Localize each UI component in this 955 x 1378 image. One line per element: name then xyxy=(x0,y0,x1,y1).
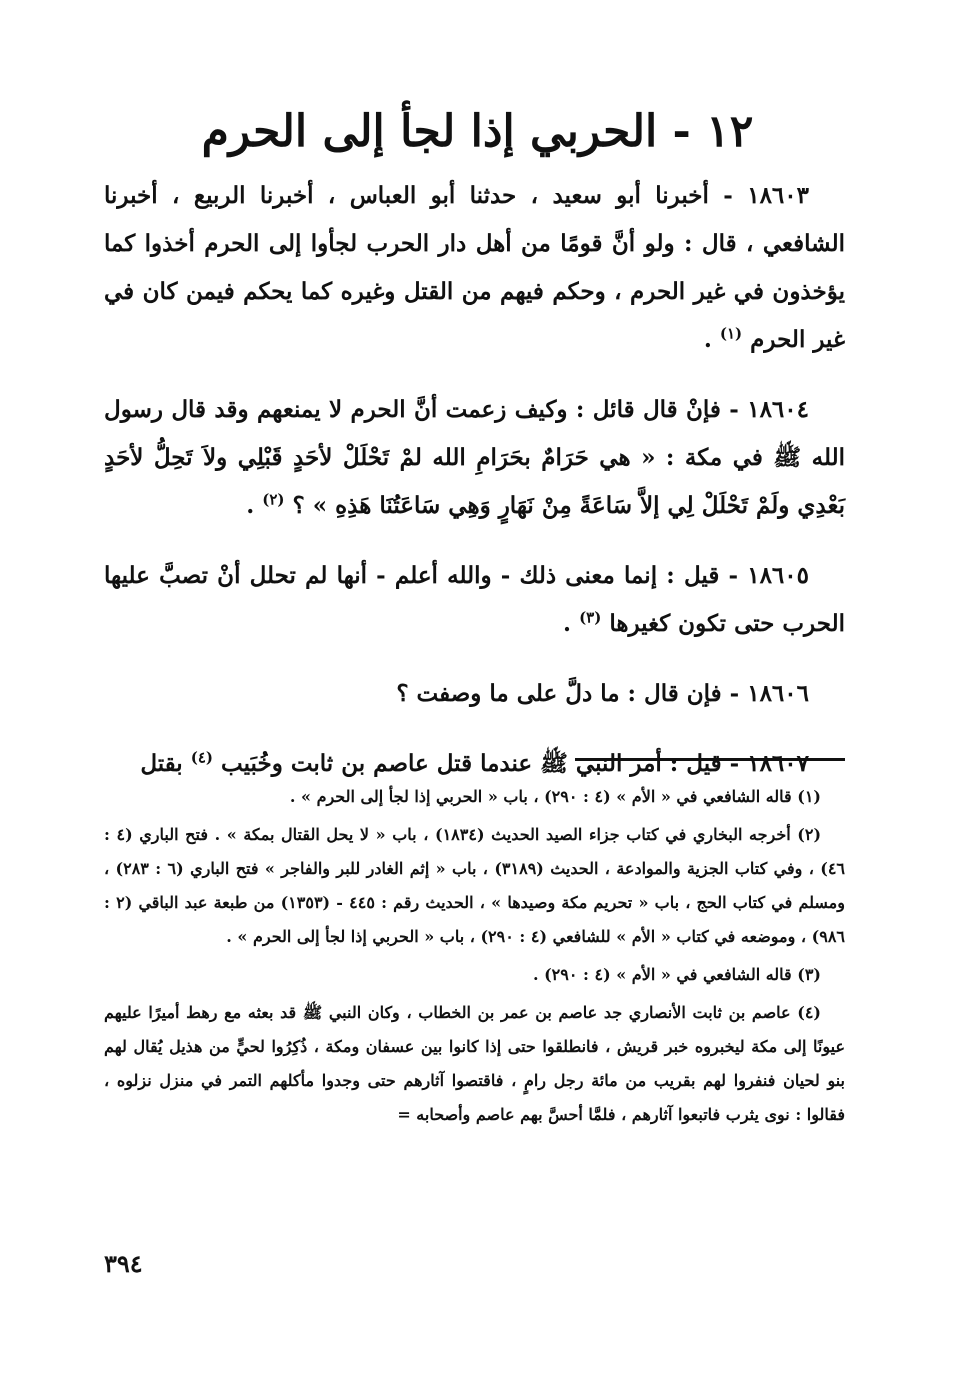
footnote-4: (٤) عاصم بن ثابت الأنصاري جد عاصم بن عمر بن الخطاب ، وكان النبي ﷺ قد بعثه مع رهط أميرًا عليهم عيونًا إلى مكة ليخبروه خبر قريش ، فانطلقوا حتى إذا كانوا بين عسفان ومكة ، ذُكِرُوا لحيٍّ من هذيل يُقال لهم بنو لحيان فنفروا لهم بقريب من مائة رجل رامٍ ، فاقتصوا آثارهم حتى وجدوا مأكلهم التمر في منزل نزلوه ، فقالوا : نوى يثرب فاتبعوا آثارهم ، فلمَّا أحسَّ بهم عاصم وأصحابه = xyxy=(104,1003,846,1124)
paragraph-text: - أخبرنا أبو سعيد ، حدثنا أبو العباس ، أخبرنا الربيع ، أخبرنا الشافعي ، قال : ولو أنَّ قومًا من أهل دار الحرب لجأوا إلى الحرم أخذوا كما يؤخذون في غير الحرم ، وحكم فيهم من القتل وغيره كما يحكم فيمن كان في غير الحرم xyxy=(104,182,845,353)
footnote-1: (١) قاله الشافعي في « الأم » (٤ : ٢٩٠) ، باب « الحربي إذا لجأ إلى الحرم » . xyxy=(289,787,821,806)
paragraph-186-06 xyxy=(104,670,845,718)
paragraph-tail: . xyxy=(703,326,720,353)
footnote-reference: (٢) xyxy=(262,490,285,509)
paragraph-186-05 xyxy=(104,552,845,648)
main-text xyxy=(104,172,845,810)
paragraph-text: - فإن قال : ما دلَّ على ما وصفت ؟ xyxy=(396,680,748,707)
footnotes xyxy=(104,780,845,1136)
footnote-reference: (٣) xyxy=(579,608,602,627)
footnote-2: (٢) أخرجه البخاري في كتاب جزاء الصيد الحديث (١٨٣٤) ، باب « لا يحل القتال بمكة » . فتح الباري (٤ : ٤٦) ، وفي كتاب الجزية والموادعة ، الحديث (٣١٨٩) ، باب « إثم الغادر للبر والفاجر » فتح الباري (٦ : ٢٨٣) ، ومسلم في كتاب الحج ، باب « تحريم مكة وصيدها » ، الحديث رقم : ٤٤٥ - (١٣٥٣) من طبعة عبد الباقي (٢ : ٩٨٦) ، وموضعه في كتاب « الأم » للشافعي (٤ : ٢٩٠) ، باب « الحربي إذا لجأ إلى الحرم » . xyxy=(104,825,845,946)
paragraph-number: ١٨٦٠٥ xyxy=(747,562,809,589)
paragraph-186-03 xyxy=(104,172,845,364)
chapter-title: ١٢ - الحربي إذا لجأ إلى الحرم xyxy=(201,106,754,157)
paragraph-text: - قيل : إنما معنى ذلك - والله أعلم - أنها لم تحلل أنْ تصبَّ عليها الحرب حتى تكون كغيرها xyxy=(104,562,845,637)
footnote-3: (٣) قاله الشافعي في « الأم » (٤ : ٢٩٠) . xyxy=(532,965,821,984)
paragraph-tail: . xyxy=(563,610,580,637)
footnote-reference: (٤) xyxy=(190,748,213,767)
paragraph-number: ١٨٦٠٣ xyxy=(747,182,809,209)
page-number: ٣٩٤ xyxy=(104,1249,143,1278)
paragraph-number: ١٨٦٠٦ xyxy=(747,680,809,707)
footnote-separator xyxy=(575,758,845,761)
paragraph-186-04 xyxy=(104,386,845,530)
paragraph-tail: . xyxy=(246,492,263,519)
footnote-reference: (١) xyxy=(719,324,743,343)
paragraph-number: ١٨٦٠٧ xyxy=(747,750,809,777)
paragraph-text: - فإنْ قال قائل : وكيف زعمت أنَّ الحرم لا يمنعهم وقد قال رسول الله ﷺ في مكة : « هي حَرَامٌ بحَرَامِ الله لمْ تَحْلَلْ لأحَدٍ قَبْلِي ولاَ تَحِلُّ لأحَدٍ بَعْدِي ولَمْ تَحْلَلْ لِي إلاَّ سَاعَةً مِنْ نَهَارٍ وَهِي سَاعَتُنَا هَذِهِ » ؟ xyxy=(104,396,845,519)
paragraph-text: - قيل : أمر النبي ﷺ عندما قتل عاصم بن ثابت وخُبَيب xyxy=(221,750,748,777)
paragraph-tail: بقتل xyxy=(140,750,191,777)
paragraph-number: ١٨٦٠٤ xyxy=(747,396,809,423)
